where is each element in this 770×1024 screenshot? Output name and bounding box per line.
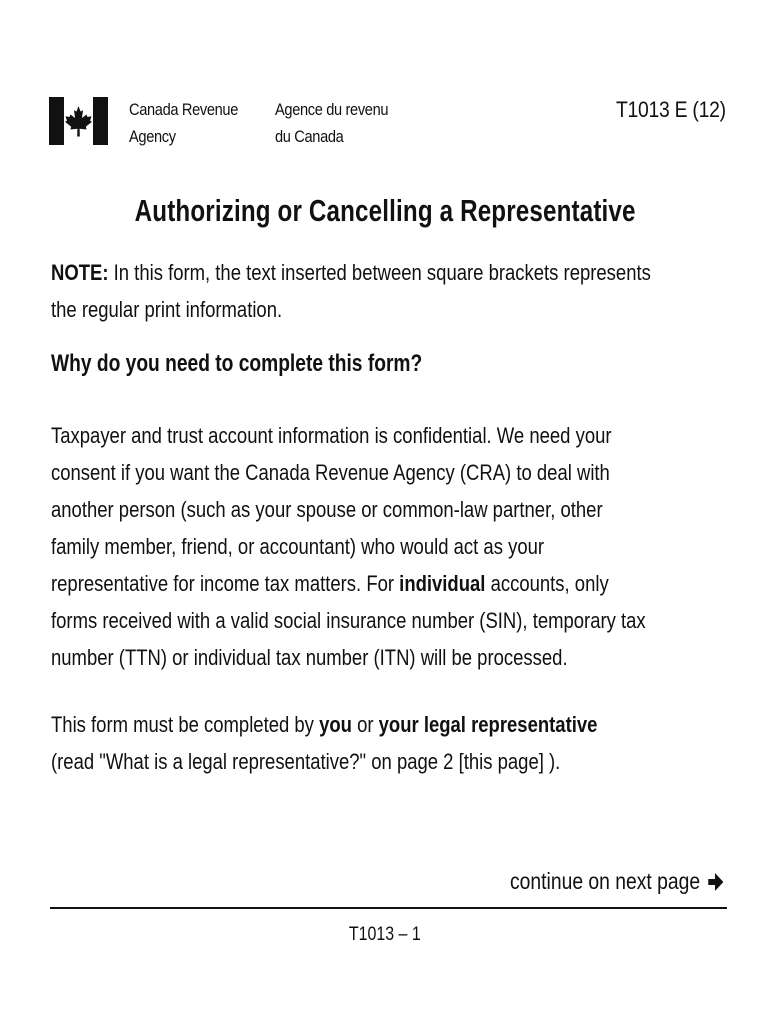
para1-line3: another person (such as your spouse or common-law partner, other [51, 497, 603, 522]
note-paragraph [51, 254, 651, 328]
para1-line5-bold: individual [399, 571, 486, 596]
para1-line5-pre: representative for income tax matters. For [51, 571, 400, 596]
agency-fr-line1: Agence du revenu [275, 100, 389, 119]
agency-en-line1: Canada Revenue [129, 100, 238, 119]
canada-flag-icon [49, 97, 108, 145]
right-arrow-icon [707, 870, 725, 894]
note-label: NOTE: [51, 260, 109, 285]
para1-line2: consent if you want the Canada Revenue Agency (CRA) to deal with [51, 460, 610, 485]
footer-divider [50, 907, 727, 909]
page-number-text: T1013 – 1 [349, 924, 421, 945]
para2-line1-mid: or [351, 712, 379, 737]
page-title [0, 193, 770, 229]
para1-line5-post: accounts, only [485, 571, 609, 596]
section-heading: Why do you need to complete this form? [51, 350, 423, 377]
page-title-text: Authorizing or Cancelling a Representative [134, 193, 636, 228]
para2-bold-legal-rep: your legal representative [378, 712, 598, 737]
para2-line1-pre: This form must be completed by [51, 712, 320, 737]
note-line2: the regular print information. [51, 297, 283, 322]
para1-line6: forms received with a valid social insurance number (SIN), temporary tax [51, 608, 646, 633]
intro-paragraph [51, 417, 646, 676]
para2-line2: (read "What is a legal representative?" on page 2 [this page] ). [51, 749, 561, 774]
agency-name-french [275, 96, 388, 150]
page-number [0, 924, 770, 946]
para2-bold-you: you [319, 712, 352, 737]
note-line1: In this form, the text inserted between square brackets represents [108, 260, 651, 285]
para1-line5 [51, 565, 646, 602]
para1-line7: number (TTN) or individual tax number (ITN) will be processed. [51, 645, 568, 670]
form-code: T1013 E (12) [616, 97, 726, 122]
para1-line1: Taxpayer and trust account information is confidential. We need your [51, 423, 612, 448]
para1-line4: family member, friend, or accountant) who would act as your [51, 534, 545, 559]
continue-next-page-link[interactable] [510, 868, 725, 895]
agency-en-line2: Agency [129, 127, 176, 146]
agency-name-english [129, 96, 238, 150]
para2-line1 [51, 706, 597, 743]
completion-paragraph [51, 706, 597, 780]
agency-fr-line2: du Canada [275, 127, 344, 146]
continue-label: continue on next page [509, 868, 700, 894]
